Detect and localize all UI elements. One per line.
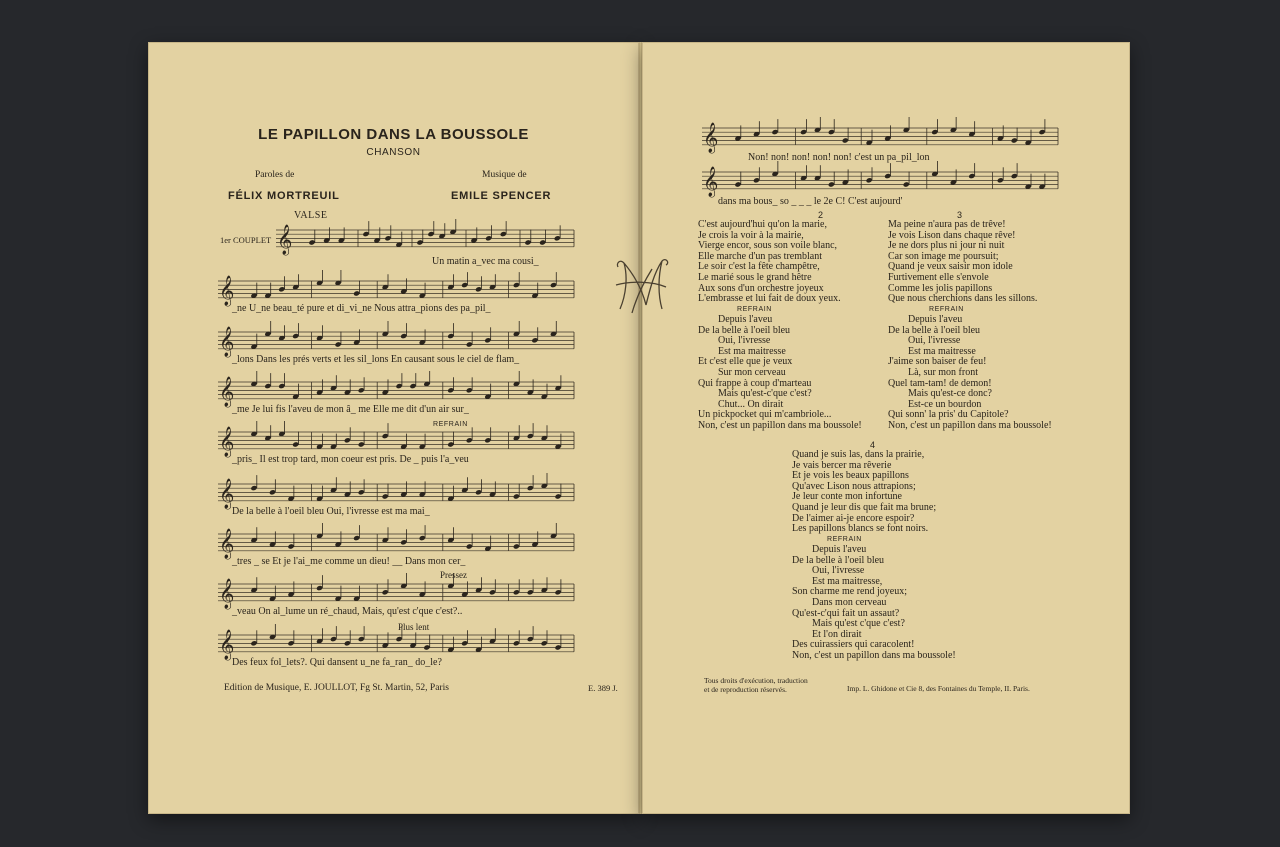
musique-label: Musique de xyxy=(482,170,527,180)
verse-line: Son charme me rend joyeux; xyxy=(792,586,907,598)
verse-line: De l'aimer ai-je encore espoir? xyxy=(792,512,915,524)
treble-clef-icon: 𝄞 xyxy=(219,377,235,407)
verse-line: Furtivement elle s'envole xyxy=(888,271,989,283)
treble-clef-icon: 𝄞 xyxy=(703,123,719,153)
verse-line: Depuis l'aveu xyxy=(812,544,867,555)
verse-line: Est ma maitresse xyxy=(908,345,976,357)
verse-line: Mais qu'est-c'que c'est? xyxy=(718,388,812,400)
lyric-line: _pris_ Il est trop tard, mon coeur est pris. De _ puis l'a_veu xyxy=(232,454,469,465)
treble-clef-icon: 𝄞 xyxy=(219,427,235,457)
paroles-label: Paroles de xyxy=(255,170,295,180)
verse-line: Je crois la voir à la mairie, xyxy=(698,229,804,241)
printer-notice: Imp. L. Ghidone et Cie 8, des Fontaines du Temple, II. Paris. xyxy=(847,684,1030,693)
verse-line: Depuis l'aveu xyxy=(718,314,773,325)
verse-line: Est ma maitresse xyxy=(718,345,786,357)
verse-line: Le marié sous le grand hêtre xyxy=(698,271,812,283)
verse2-number: 2 xyxy=(818,210,824,220)
verse-3-refrain xyxy=(888,315,1052,432)
verse-line: Elle marche d'un pas tremblant xyxy=(698,250,822,262)
pressez-marking: Pressez xyxy=(440,570,467,580)
verse-line: Qu'avec Lison nous attrapions; xyxy=(792,480,916,492)
verse-line: Des cuirassiers qui caracolent! xyxy=(792,639,915,651)
song-subtitle: CHANSON xyxy=(366,147,421,158)
verse-line: Dans mon cerveau xyxy=(812,596,887,608)
verse4-number: 4 xyxy=(870,440,876,450)
verse-line: Mais qu'est-ce donc? xyxy=(908,388,992,400)
verse-line: Qu'est-c'qui fait un assaut? xyxy=(792,607,900,619)
verse-line: Est ma maitresse, xyxy=(812,575,883,587)
verse-line: Je vais bercer ma rêverie xyxy=(792,459,892,471)
verse-line: Quel tam-tam! de demon! xyxy=(888,377,992,389)
rights-notice xyxy=(704,676,808,694)
verse-line: Vierge encor, sous son voile blanc, xyxy=(698,240,838,252)
song-title: LE PAPILLON DANS LA BOUSSOLE xyxy=(258,126,529,143)
lyric-line: _me Je lui fis l'aveu de mon â_ me Elle me dit d'un air sur_ xyxy=(232,404,469,415)
plate-number: E. 389 J. xyxy=(588,683,618,693)
treble-clef-icon: 𝄞 xyxy=(277,225,293,255)
couplet-label: 1er COUPLET xyxy=(220,235,272,245)
verse-line: C'est aujourd'hui qu'on la marie, xyxy=(698,219,827,230)
treble-clef-icon: 𝄞 xyxy=(219,529,235,559)
verse-line: Et je vois les beaux papillons xyxy=(792,470,909,482)
left-page xyxy=(148,42,639,814)
verse-line: Je leur conte mon infortune xyxy=(792,491,902,503)
verse-line: Ma peine n'aura pas de trêve! xyxy=(888,219,1006,230)
verse-line: De la belle à l'oeil bleu xyxy=(792,554,885,566)
verse-line: Les papillons blancs se font noirs. xyxy=(792,523,929,535)
verse-line: De la belle à l'oeil bleu xyxy=(888,324,981,336)
treble-clef-icon: 𝄞 xyxy=(219,630,235,660)
lyricist-name: FÉLIX MORTREUIL xyxy=(228,190,340,202)
monogram-stamp-icon xyxy=(612,255,670,317)
verse-line: Un pickpocket qui m'cambriole... xyxy=(698,409,832,421)
verse-line: Est-ce un bourdon xyxy=(908,398,982,410)
lyric-line: Un matin a_vec ma cousi_ xyxy=(432,256,539,267)
plus-lent-marking: Plus lent xyxy=(398,622,430,632)
verse-line: Et l'on dirait xyxy=(812,628,862,640)
verse-2 xyxy=(698,220,841,305)
lyric-line: _ne U_ne beau_té pure et di_vi_ne Nous attra_pions des pa_pil_ xyxy=(232,303,491,314)
verse-line: Oui, l'ivresse xyxy=(812,565,865,577)
verse-line: Et c'est elle que je veux xyxy=(698,356,793,368)
verse-4 xyxy=(792,450,936,535)
verse-line: Que nous cherchions dans les sillons. xyxy=(888,293,1038,305)
lyric-line: De la belle à l'oeil bleu Oui, l'ivresse est ma mai_ xyxy=(232,506,430,517)
verse2-refrain-label: REFRAIN xyxy=(737,306,772,313)
composer-name: EMILE SPENCER xyxy=(451,190,552,202)
verse-line: Non, c'est un papillon dans ma boussole! xyxy=(792,649,956,661)
publisher-footer: Edition de Musique, E. JOULLOT, Fg St. Martin, 52, Paris xyxy=(224,683,449,693)
verse-line: Mais qu'est c'que c'est? xyxy=(812,618,905,630)
lyric-line: Des feux fol_lets?. Qui dansent u_ne fa_ran_ do_le? xyxy=(232,657,442,668)
treble-clef-icon: 𝄞 xyxy=(219,327,235,357)
treble-clef-icon: 𝄞 xyxy=(703,167,719,197)
lyric-line: dans ma bous_ so _ _ _ le 2e C! C'est aujourd' xyxy=(718,196,903,207)
verse-line: Je ne dors plus ni jour ni nuit xyxy=(888,240,1005,252)
treble-clef-icon: 𝄞 xyxy=(219,579,235,609)
verse-line: Qui sonn' la pris' du Capitole? xyxy=(888,409,1009,421)
verse-line: Oui, l'ivresse xyxy=(908,335,961,347)
verse-line: Chut... On dirait xyxy=(718,398,784,410)
verse-line: Aux sons d'un orchestre joyeux xyxy=(698,282,824,294)
verse-line: De la belle à l'oeil bleu xyxy=(698,324,791,336)
verse-line: J'aime son baiser de feu! xyxy=(888,356,987,368)
verse-line: Oui, l'ivresse xyxy=(718,335,771,347)
treble-clef-icon: 𝄞 xyxy=(219,276,235,306)
verse-line: Quand je suis las, dans la prairie, xyxy=(792,449,925,460)
verse-4-refrain xyxy=(792,545,956,662)
verse-line: Comme les jolis papillons xyxy=(888,282,993,294)
verse3-refrain-label: REFRAIN xyxy=(929,306,964,313)
verse-2-refrain xyxy=(698,315,862,432)
verse-line: Depuis l'aveu xyxy=(908,314,963,325)
refrain-mark: REFRAIN xyxy=(433,421,468,428)
treble-clef-icon: 𝄞 xyxy=(219,479,235,509)
lyric-line: Non! non! non! non! non! c'est un pa_pil_lon xyxy=(748,152,930,163)
lyric-line: _tres _ se Et je l'ai_me comme un dieu! __ Dans mon cer_ xyxy=(232,556,466,567)
verse-line: Car son image me poursuit; xyxy=(888,250,999,262)
verse3-number: 3 xyxy=(957,210,963,220)
verse-line: Quand je veux saisir mon idole xyxy=(888,261,1013,273)
rights-line: Tous droits d'exécution, traduction xyxy=(704,676,808,685)
rights-line: et de reproduction réservés. xyxy=(704,685,787,694)
verse-line: Quand je leur dis que fait ma brune; xyxy=(792,501,937,513)
verse-line: L'embrasse et lui fait de doux yeux. xyxy=(698,293,841,305)
verse-line: Non, c'est un papillon dans ma boussole! xyxy=(698,419,862,431)
tempo-marking: VALSE xyxy=(294,210,328,221)
verse-line: Sur mon cerveau xyxy=(718,366,786,378)
lyric-line: _lons Dans les prés verts et les sil_lons En causant sous le ciel de flam_ xyxy=(232,354,520,365)
verse-line: Non, c'est un papillon dans ma boussole! xyxy=(888,419,1052,431)
verse-line: Qui frappe à coup d'marteau xyxy=(698,377,812,389)
verse-line: Là, sur mon front xyxy=(908,366,978,378)
verse-line: Je vois Lison dans chaque rêve! xyxy=(888,229,1016,241)
verse-3 xyxy=(888,220,1037,305)
verse4-refrain-label: REFRAIN xyxy=(827,536,862,543)
lyric-line: _veau On al_lume un ré_chaud, Mais, qu'est c'que c'est?.. xyxy=(232,606,463,617)
verse-line: Le soir c'est la fête champêtre, xyxy=(698,261,820,273)
